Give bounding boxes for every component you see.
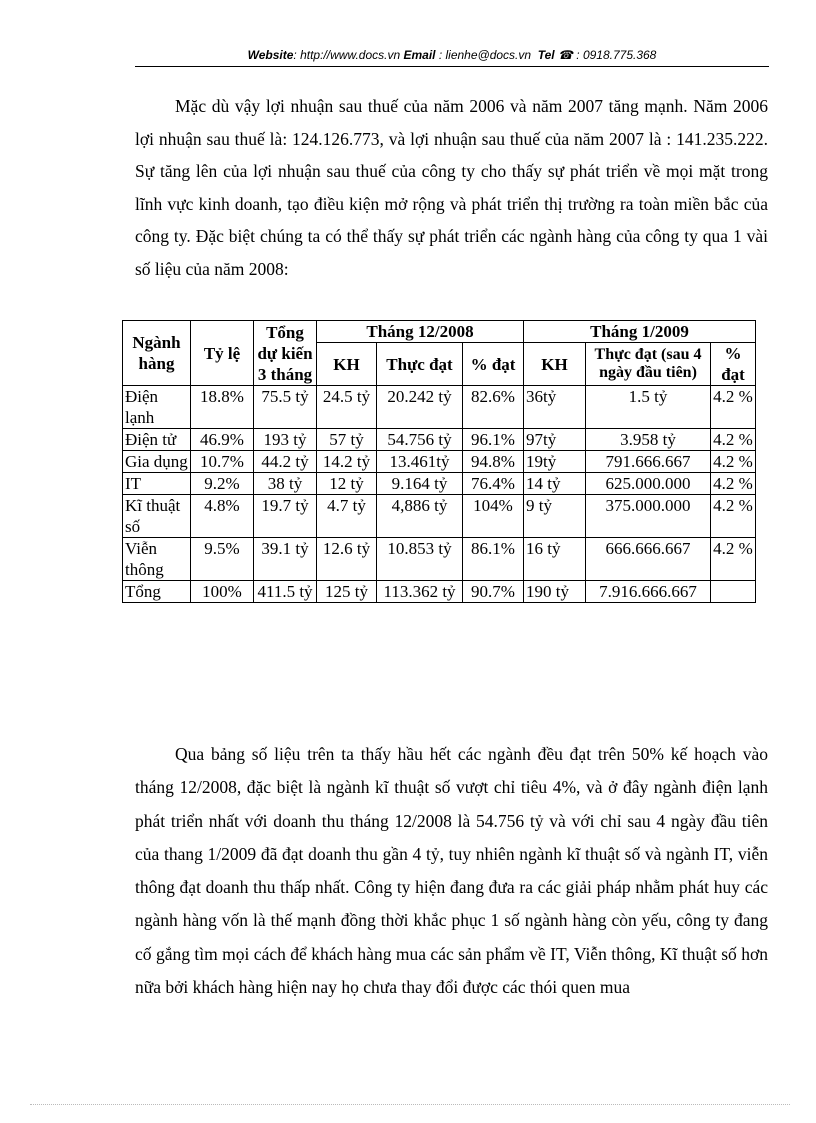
table-cell: 9.5% bbox=[191, 538, 254, 581]
table-cell: 90.7% bbox=[463, 581, 524, 603]
header-kh-1: KH bbox=[524, 343, 586, 386]
table-cell: 411.5 tỷ bbox=[254, 581, 317, 603]
table-cell: 20.242 tỷ bbox=[377, 386, 463, 429]
table-cell: Gia dụng bbox=[123, 451, 191, 473]
table-cell: 75.5 tỷ bbox=[254, 386, 317, 429]
table-cell: 14 tỷ bbox=[524, 473, 586, 495]
table-cell: 12 tỷ bbox=[317, 473, 377, 495]
table-cell: 46.9% bbox=[191, 429, 254, 451]
table-cell: 9.2% bbox=[191, 473, 254, 495]
website-value: : http://www.docs.vn bbox=[293, 48, 401, 62]
table-cell: 16 tỷ bbox=[524, 538, 586, 581]
table-cell: Viễn thông bbox=[123, 538, 191, 581]
table-cell: 96.1% bbox=[463, 429, 524, 451]
table-cell bbox=[711, 581, 756, 603]
table-cell: 36tỷ bbox=[524, 386, 586, 429]
table-row bbox=[123, 473, 756, 495]
table-cell: 193 tỷ bbox=[254, 429, 317, 451]
email-value: : lienhe@docs.vn bbox=[435, 48, 532, 62]
table-cell: 82.6% bbox=[463, 386, 524, 429]
header-kh-12: KH bbox=[317, 343, 377, 386]
table-row bbox=[123, 451, 756, 473]
table-cell: 375.000.000 bbox=[586, 495, 711, 538]
website-label: Website bbox=[247, 48, 294, 62]
table-cell: 4.2 % bbox=[711, 386, 756, 429]
header-pct-dat-12: % đạt bbox=[463, 343, 524, 386]
table-cell: 38 tỷ bbox=[254, 473, 317, 495]
email-label: Email bbox=[403, 48, 436, 62]
table-cell: 24.5 tỷ bbox=[317, 386, 377, 429]
table-cell: 9 tỷ bbox=[524, 495, 586, 538]
table-cell: 9.164 tỷ bbox=[377, 473, 463, 495]
table-cell: 7.916.666.667 bbox=[586, 581, 711, 603]
table-cell: 44.2 tỷ bbox=[254, 451, 317, 473]
table-row bbox=[123, 429, 756, 451]
table-cell: 1.5 tỷ bbox=[586, 386, 711, 429]
table-cell: 18.8% bbox=[191, 386, 254, 429]
table-row bbox=[123, 538, 756, 581]
table-cell: 4.2 % bbox=[711, 495, 756, 538]
tel-label: Tel bbox=[537, 48, 555, 62]
header-pct-dat-1: % đạt bbox=[711, 343, 756, 386]
table-cell: Kĩ thuật số bbox=[123, 495, 191, 538]
table-cell: 100% bbox=[191, 581, 254, 603]
header-thuc-dat-1: Thực đạt (sau 4 ngày đầu tiên) bbox=[586, 343, 711, 386]
header-thang-12: Tháng 12/2008 bbox=[317, 321, 524, 343]
table-cell: 666.666.667 bbox=[586, 538, 711, 581]
header-tong-du-kien: Tổng dự kiến 3 tháng bbox=[254, 321, 317, 386]
table-row bbox=[123, 581, 756, 603]
header-thang-1: Tháng 1/2009 bbox=[524, 321, 756, 343]
table-cell: 12.6 tỷ bbox=[317, 538, 377, 581]
table-cell: IT bbox=[123, 473, 191, 495]
table-cell: 14.2 tỷ bbox=[317, 451, 377, 473]
table-row bbox=[123, 386, 756, 429]
page-header bbox=[135, 46, 769, 67]
table-cell: 13.461tỷ bbox=[377, 451, 463, 473]
table-cell: 19tỷ bbox=[524, 451, 586, 473]
header-ty-le: Tỷ lệ bbox=[191, 321, 254, 386]
table-cell: 4.7 tỷ bbox=[317, 495, 377, 538]
intro-paragraph: Mặc dù vậy lợi nhuận sau thuế của năm 2006 và năm 2007 tăng mạnh. Năm 2006 lợi nhuận sau thuế là: 124.126.773, và lợi nhuận sau thuế của năm 2007 là : 141.235.222. Sự tăng lên của lợi nhuận sau thuế của công ty cho thấy sự phát triển về mọi mặt trong lĩnh vực kinh doanh, tạo điều kiện mở rộng và phát triển thị trường ra toàn miền bắc của công ty. Đặc biệt chúng ta có thể thấy sự phát triển các ngành hàng của công ty qua 1 vài số liệu của năm 2008: bbox=[135, 96, 768, 279]
table-cell: 4.8% bbox=[191, 495, 254, 538]
table-cell: 19.7 tỷ bbox=[254, 495, 317, 538]
table-cell: Tổng bbox=[123, 581, 191, 603]
table-cell: 4.2 % bbox=[711, 429, 756, 451]
table-cell: Điện tử bbox=[123, 429, 191, 451]
tel-value: ☎ : 0918.775.368 bbox=[554, 48, 657, 62]
table-cell: 39.1 tỷ bbox=[254, 538, 317, 581]
header-thuc-dat-12: Thực đạt bbox=[377, 343, 463, 386]
footer-divider bbox=[30, 1104, 790, 1105]
table-cell: 625.000.000 bbox=[586, 473, 711, 495]
table-cell: 190 tỷ bbox=[524, 581, 586, 603]
table-cell: 4.2 % bbox=[711, 451, 756, 473]
table-cell: 86.1% bbox=[463, 538, 524, 581]
table-row bbox=[123, 495, 756, 538]
table-cell: 4.2 % bbox=[711, 473, 756, 495]
table-cell: 113.362 tỷ bbox=[377, 581, 463, 603]
table-cell: Điện lạnh bbox=[123, 386, 191, 429]
table-cell: 10.7% bbox=[191, 451, 254, 473]
table-cell: 104% bbox=[463, 495, 524, 538]
analysis-paragraph: Qua bảng số liệu trên ta thấy hầu hết các ngành đều đạt trên 50% kế hoạch vào tháng 12/2008, đặc biệt là ngành kĩ thuật số vượt chỉ tiêu 4%, và ở đây ngành điện lạnh phát triển nhất với doanh thu tháng 12/2008 là 54.756 tỷ và với chỉ sau 4 ngày đầu tiên của thang 1/2009 đã đạt doanh thu gần 4 tỷ, tuy nhiên ngành kĩ thuật số và ngành IT, viễn thông đạt doanh thu thấp nhất. Công ty hiện đang đưa ra các giải pháp nhằm phát huy các ngành hàng vốn là thế mạnh đồng thời khắc phục 1 số ngành hàng còn yếu, công ty đang cố gắng tìm mọi cách để khách hàng mua các sản phẩm về IT, Viễn thông, Kĩ thuật số hơn nữa bởi khách hàng hiện nay họ chưa thay đổi được các thói quen mua bbox=[135, 744, 768, 998]
table-cell: 3.958 tỷ bbox=[586, 429, 711, 451]
table-cell: 4,886 tỷ bbox=[377, 495, 463, 538]
table-cell: 54.756 tỷ bbox=[377, 429, 463, 451]
table-cell: 76.4% bbox=[463, 473, 524, 495]
header-nganh-hang: Ngành hàng bbox=[123, 321, 191, 386]
table-cell: 4.2 % bbox=[711, 538, 756, 581]
sales-table bbox=[122, 320, 756, 603]
table-cell: 10.853 tỷ bbox=[377, 538, 463, 581]
table-cell: 57 tỷ bbox=[317, 429, 377, 451]
table-cell: 97tỷ bbox=[524, 429, 586, 451]
table-cell: 125 tỷ bbox=[317, 581, 377, 603]
table-cell: 94.8% bbox=[463, 451, 524, 473]
table-cell: 791.666.667 bbox=[586, 451, 711, 473]
